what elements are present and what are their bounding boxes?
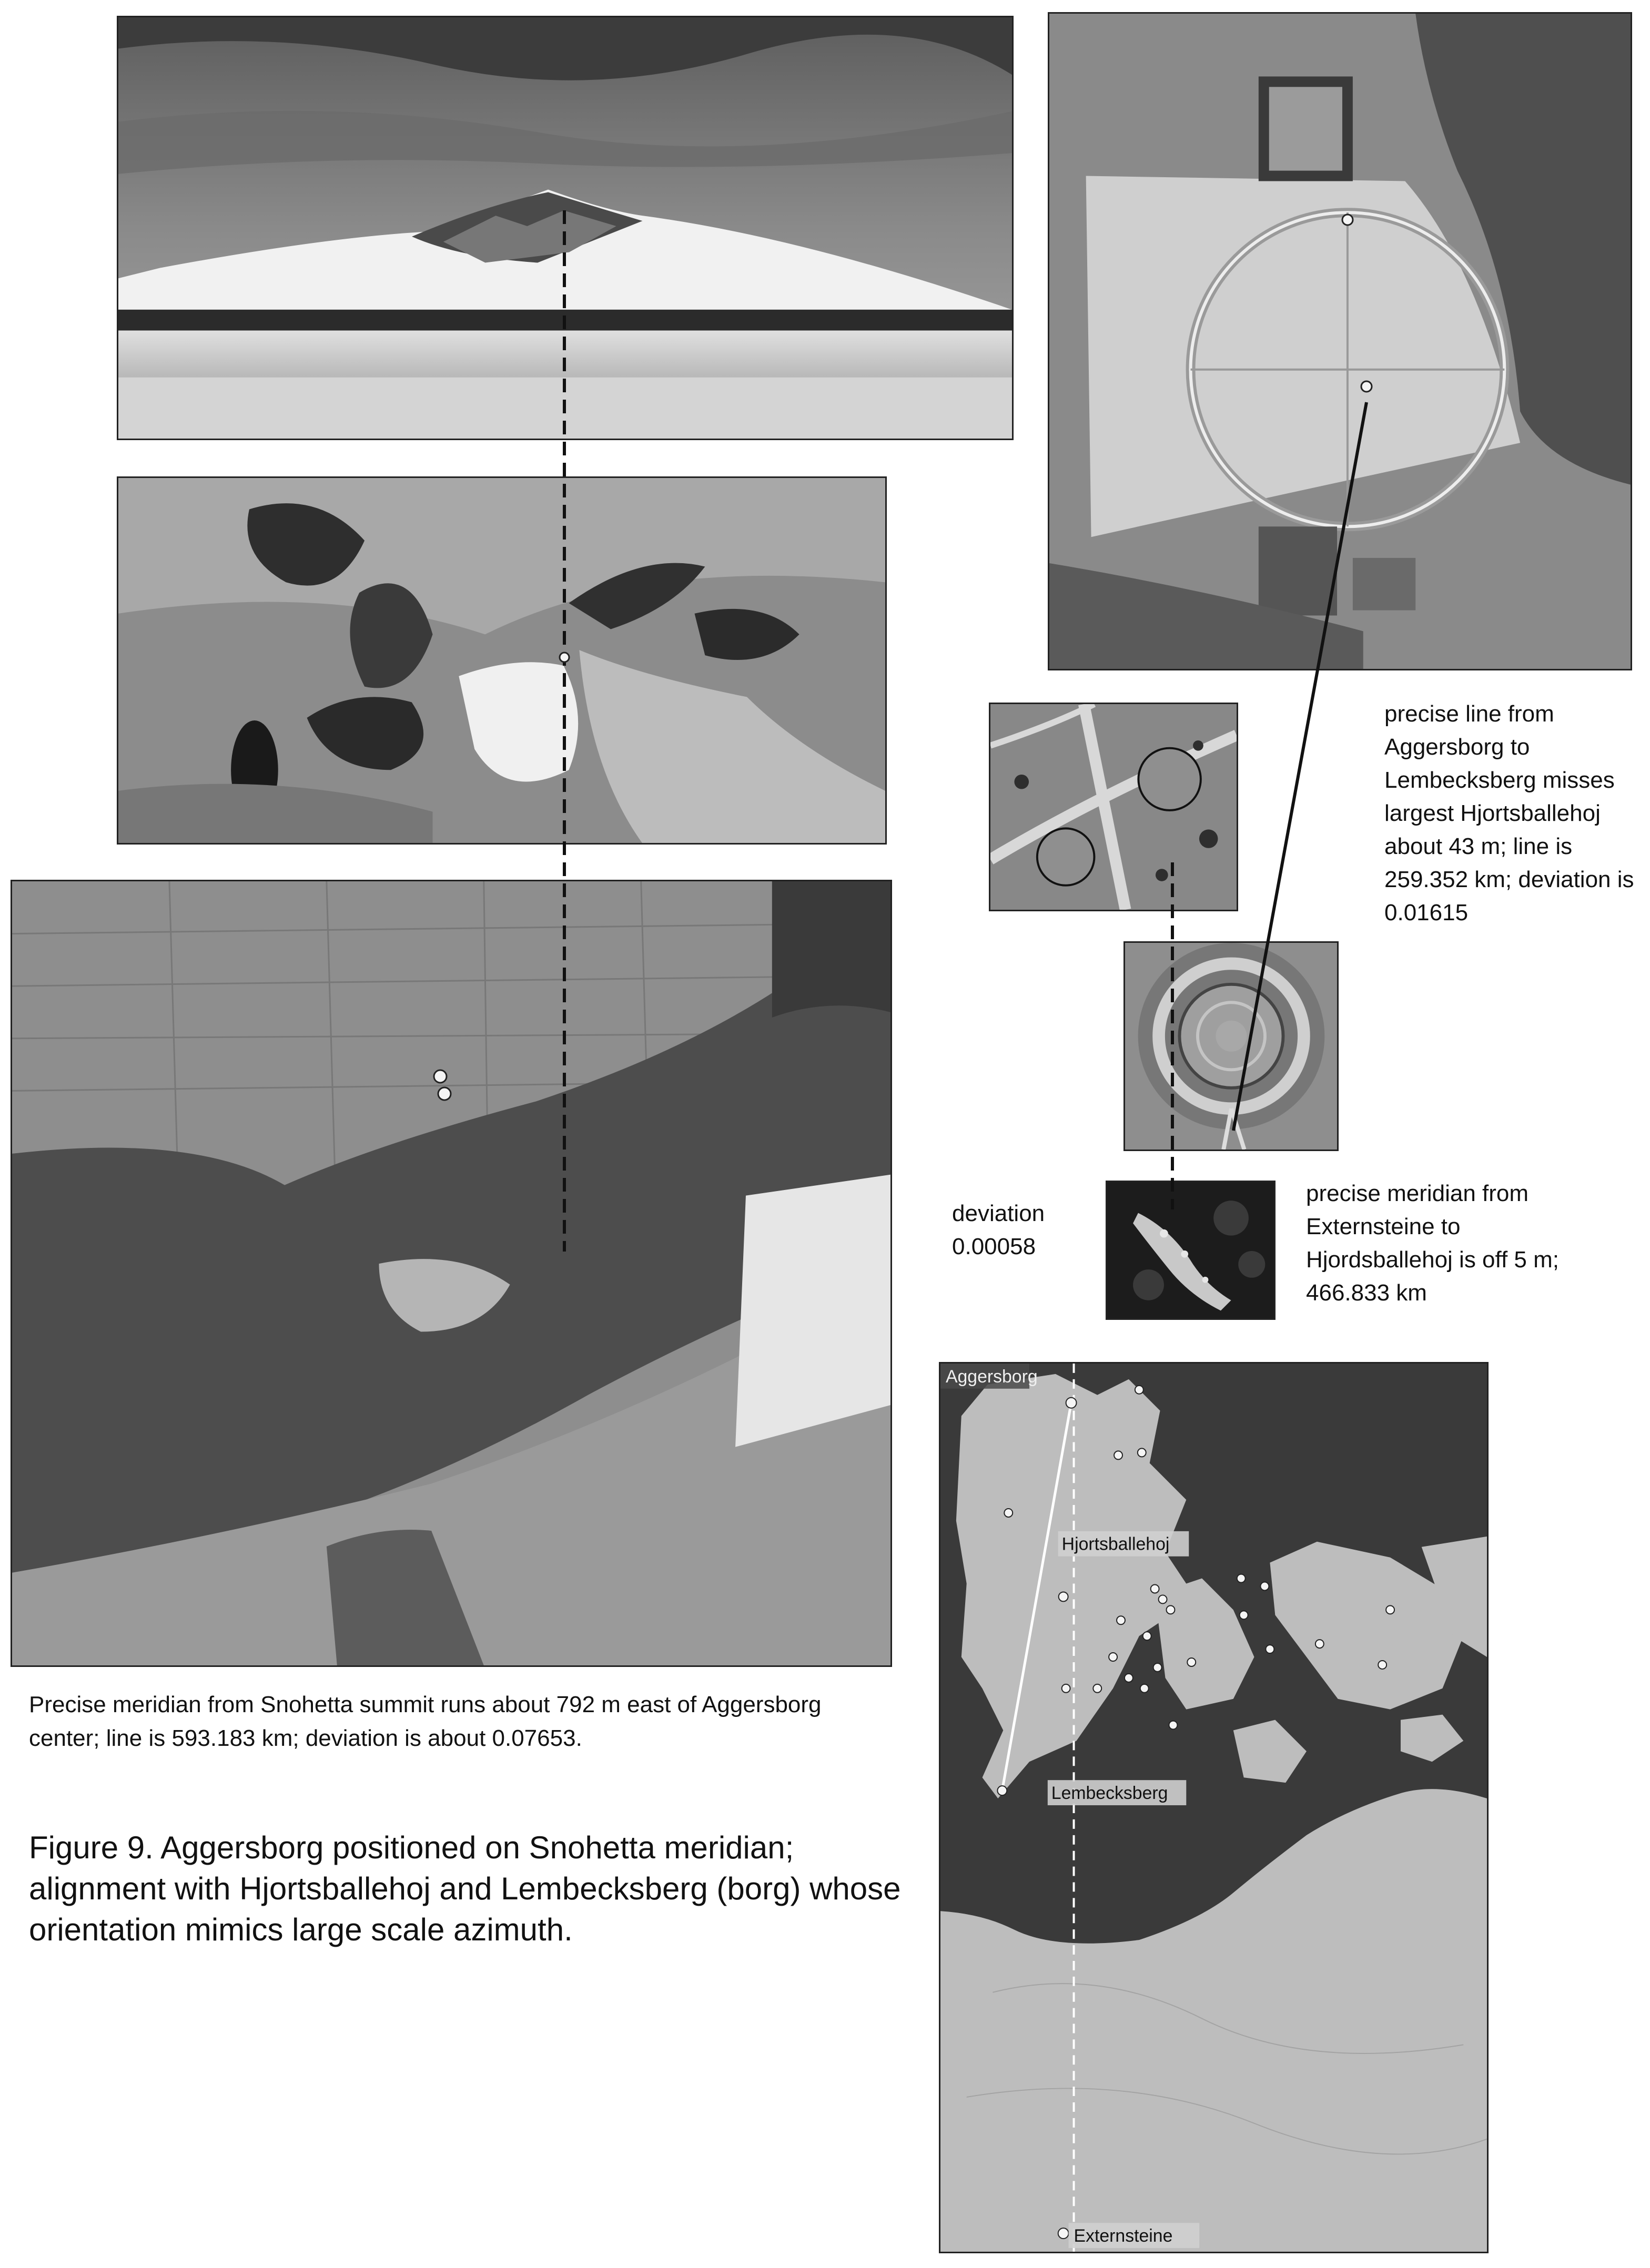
map-label-lembecksberg: Lembecksberg (1051, 1783, 1168, 1804)
aggersborg-aerial-image (1048, 12, 1632, 670)
denmark-map (939, 1362, 1489, 2253)
map-label-hjortsballehoj: Hjortsballehoj (1061, 1534, 1170, 1554)
aerial-summit-image (117, 476, 887, 845)
figure-caption: Figure 9. Aggersborg positioned on Snohetta meridian; alignment with Hjortsballehoj and Lembecksberg (borg) whose orientation mimics large scale azimuth. (29, 1830, 901, 1947)
snohetta-caption: Precise meridian from Snohetta summit runs about 792 m east of Aggersborg center; line is 593.183 km; deviation is about 0.07653. (29, 1692, 822, 1751)
deviation-label: deviation 0.00058 (952, 1201, 1045, 1259)
externsteine-note: precise meridian from Externsteine to Hjordsballehoj is off 5 m; 466.833 km (1306, 1181, 1559, 1306)
fjord-aerial-image (11, 880, 892, 1667)
lembecksberg-aerial-image (1123, 941, 1339, 1151)
hjortsballehoj-note: precise line from Aggersborg to Lembecksberg misses largest Hjortsballehoj about 43 m; line is 259.352 km; deviation is 0.01615 (1384, 701, 1634, 925)
externsteine-aerial-image (1106, 1181, 1276, 1320)
map-label-aggersborg: Aggersborg (945, 1366, 1038, 1387)
hjortsballehoj-aerial-image (989, 703, 1238, 911)
mountain-photo (117, 16, 1014, 440)
map-label-externsteine: Externsteine (1074, 2226, 1173, 2246)
